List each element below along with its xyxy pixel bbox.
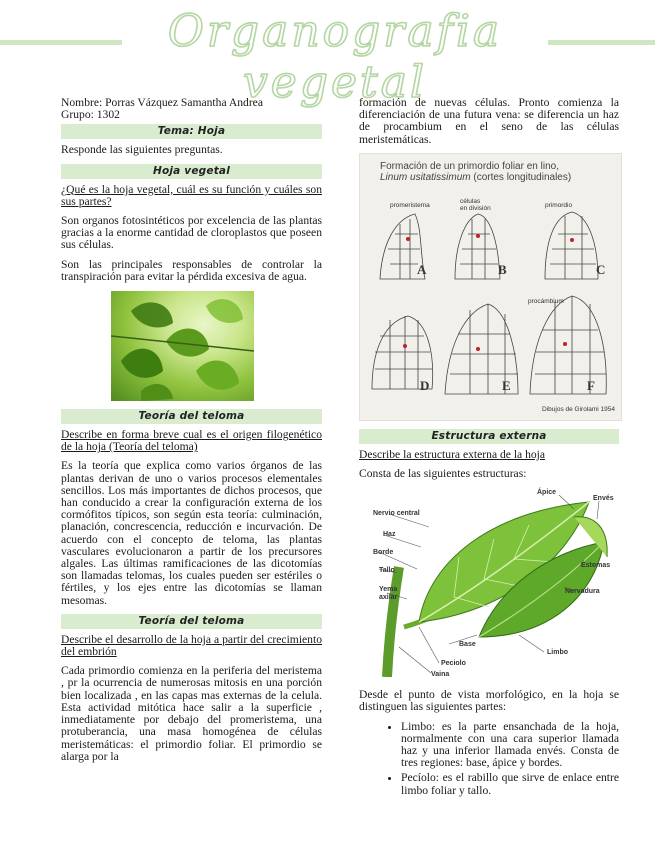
diagram-subtitle: (cortes longitudinales) [473, 171, 572, 183]
leaf-photo-illustration [111, 291, 254, 401]
letter-d: D [420, 377, 430, 393]
leaf-structure-diagram [359, 487, 619, 677]
label-haz: Haz [383, 531, 396, 539]
label-procambium: procámbium [528, 297, 564, 305]
answer-2: Es la teoría que explica como varios órganos de las plantas derivan de uno o varios procesos elementales sencillos. Los más importantes de dichos procesos, que han conducido a crear la configuración externa de los cormófitos típicos, son según esta teoría: culminación, planación, concrescencia, reducción e incurvación. De acuerdo con el concepto de teloma, las plantas vasculares evolucionaron a partir de los precursores algales. Las últimas ramificaciones de las dicotomías son llamadas telomas, los cuales pueden ser estériles o fértiles, y los ejes entre las dicotomías se llaman mesomas. [61, 459, 322, 607]
label-borde: Borde [373, 549, 394, 557]
label-axilar: axilar [379, 594, 398, 602]
label-nervadura: Nervadura [565, 588, 600, 596]
instruction-text: Responde las siguientes preguntas. [61, 143, 223, 157]
section-header-teoria-1: Teoría del teloma [61, 409, 322, 424]
label-vaina: Vaina [431, 671, 450, 679]
primordium-diagram [359, 153, 622, 421]
leaf-photo [111, 291, 254, 401]
section-header-hoja: Hoja vegetal [61, 164, 322, 179]
diagram-species: Linum usitatissimum [380, 171, 471, 183]
page-title: Organografia vegetal [167, 6, 503, 108]
label-primordio: primordio [545, 201, 573, 209]
label-celulas: células [460, 197, 481, 205]
right-column [359, 97, 619, 800]
answer-1-paragraph-1: Son organos fotosintéticos por excelencia de las plantas gracias a la enorme cantidad de cloroplastos que poseen sus células. [61, 214, 322, 252]
label-en-division: en división [460, 204, 491, 212]
section-header-estructura: Estructura externa [359, 429, 619, 444]
student-group: Grupo: 1302 [61, 108, 120, 122]
label-tallo: Tallo [379, 567, 395, 575]
list-item: • Pecíolo: es el rabillo que sirve de enlace entre limbo foliar y tallo. [401, 772, 619, 796]
title-rule-right [548, 40, 655, 45]
diagram-credit: Dibujos de Girolami 1954 [542, 405, 615, 413]
label-yema: Yema [379, 586, 398, 594]
primordium-drawings [360, 154, 621, 420]
left-column [61, 97, 322, 770]
label-base: Base [459, 641, 476, 649]
parts-list [359, 721, 619, 797]
section-header-tema: Tema: Hoja [61, 124, 322, 139]
question-2: Describe en forma breve cual es el origen filogenético de la hoja (Teoría del teloma) [61, 428, 322, 454]
student-name: Nombre: Porras Vázquez Samantha Andrea [61, 96, 263, 109]
title-rule-left [0, 40, 122, 45]
label-peciolo: Peciolo [441, 660, 466, 668]
answer-1-paragraph-2: Son las principales responsables de controlar la transpiración para evitar la pérdida excesiva de agua. [61, 257, 322, 283]
label-promeristema: promeristema [390, 201, 430, 209]
label-apice: Ápice [537, 489, 557, 497]
answer-3: Cada primordio comienza en la periferia del meristema , pr la ocurrencia de numerosas mitosis en una porción bien localizada , en las capas mas externas de la celula. Esta actividad mitótica hace salir a la superficie , inmediatamente por debajo del promeristema, una protuberancia, una masa homogénea de células meristemáticas: el primordio foliar. El primordio se alarga por la [61, 664, 322, 763]
question-4: Describe la estructura externa de la hoja [359, 447, 546, 461]
list-item: • Limbo: es la parte ensanchada de la hoja, normalmente con una cara superior llamada haz y una inferior llamada envés. Consta de tres regiones: base, ápice y bordes. [401, 721, 619, 770]
letter-a: A [417, 261, 427, 277]
section-header-teoria-2: Teoría del teloma [61, 614, 322, 629]
letter-c: C [596, 261, 606, 277]
label-enves: Envés [593, 495, 614, 503]
consta-text: Consta de las siguientes estructuras: [359, 467, 527, 481]
label-nervio-central: Nervio central [373, 510, 420, 518]
label-estomas: Estomas [581, 562, 611, 570]
letter-e: E [502, 377, 511, 393]
letter-b: B [498, 261, 507, 277]
question-1: ¿Qué es la hoja vegetal, cuál es su función y cuáles son sus partes? [61, 182, 322, 208]
label-limbo: Limbo [547, 649, 568, 657]
question-3: Describe el desarrollo de la hoja a partir del crecimiento del embrión [61, 632, 322, 659]
morph-intro: Desde el punto de vista morfológico, en la hoja se distinguen las siguientes partes: [359, 688, 619, 714]
letter-f: F [587, 377, 595, 393]
answer-3-continued: formación de nuevas células. Pronto comienza la diferenciación de una futura vena: se diferencia un haz de procambium en el seno de las células meristemáticas. [359, 96, 619, 146]
diagram-title-line: Formación de un primordio foliar en lino, [380, 160, 559, 172]
